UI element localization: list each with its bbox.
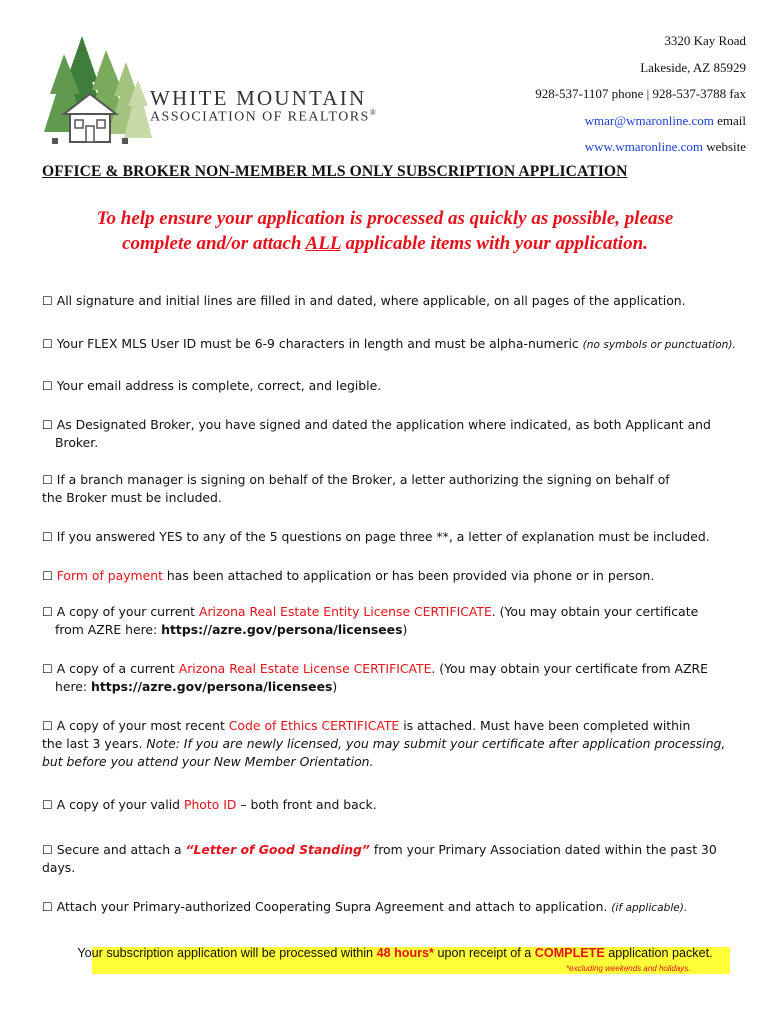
processing-time-notice: Your subscription application will be processed within 48 hours* upon receipt of a COMPLETE application packet. [77, 946, 713, 960]
checklist-item-signatures: ☐ All signature and initial lines are filled in and dated, where applicable, on all pages of the application. [42, 293, 686, 308]
document-title: OFFICE & BROKER NON-MEMBER MLS ONLY SUBSCRIPTION APPLICATION [42, 163, 628, 180]
website-link[interactable]: www.wmaronline.com [584, 139, 704, 154]
contact-info [535, 28, 746, 161]
pine-trees-house-icon [42, 34, 162, 146]
checklist-item-explanation-letter: ☐ If you answered YES to any of the 5 questions on page three **, a letter of explanation must be included. [42, 529, 710, 544]
checkbox-icon[interactable]: ☐ [42, 530, 53, 544]
email-link[interactable]: wmar@wmaronline.com [584, 112, 714, 128]
checklist-item-designated-broker: ☐ As Designated Broker, you have signed and dated the application where indicated, as both Applicant and Broker. [42, 417, 711, 450]
checkbox-icon[interactable]: ☐ [42, 605, 53, 619]
checkbox-icon[interactable]: ☐ [42, 662, 53, 676]
email-line: wmar@wmaronline.com email [584, 112, 746, 128]
checklist-item-branch-manager: ☐ If a branch manager is signing on behalf of the Broker, a letter authorizing the signing on behalf of the Broker must be included. [42, 472, 670, 505]
checklist-item-payment: ☐ Form of payment has been attached to application or has been provided via phone or in person. [42, 568, 655, 583]
checkbox-icon[interactable]: ☐ [42, 337, 53, 351]
processing-notice: To help ensure your application is processed as quickly as possible, please complete and/or attach ALL applicable items with your application. [96, 208, 674, 254]
phone-fax: 928-537-1107 phone | 928-537-3788 fax [535, 86, 746, 101]
footer-footnote: *excluding weekends and holidays. [566, 964, 691, 973]
checkbox-icon[interactable]: ☐ [42, 379, 53, 393]
checkbox-icon[interactable]: ☐ [42, 719, 53, 733]
azre-link[interactable]: https://azre.gov/persona/licensees [161, 622, 403, 637]
checklist-item-supra-agreement: ☐ Attach your Primary-authorized Cooperating Supra Agreement and attach to application. (if applicable). [42, 899, 688, 914]
logo-name: WHITE MOUNTAIN [150, 86, 367, 110]
checkbox-icon[interactable]: ☐ [42, 418, 53, 432]
address-line-2: Lakeside, AZ 85929 [640, 59, 746, 75]
address-line-1: 3320 Kay Road [664, 33, 746, 48]
checkbox-icon[interactable]: ☐ [42, 798, 53, 812]
checklist-item-good-standing: ☐ Secure and attach a “Letter of Good Standing” from your Primary Association dated within the past 30 days. [42, 842, 717, 875]
checkbox-icon[interactable]: ☐ [42, 569, 53, 583]
checkbox-icon[interactable]: ☐ [42, 294, 53, 308]
checklist-item-entity-license: ☐ A copy of your current Arizona Real Estate Entity License CERTIFICATE. (You may obtain your certificate from AZRE here: https://azre.gov/persona/licensees) [42, 604, 699, 637]
checklist-item-code-of-ethics: ☐ A copy of your most recent Code of Ethics CERTIFICATE is attached. Must have been completed within the last 3 years. Note: If you are newly licensed, you may submit your certificate after application processing, but before you attend your New Member Orientation. [42, 718, 726, 769]
website-line: www.wmaronline.com website [584, 139, 746, 154]
checklist-item-user-id: ☐ Your FLEX MLS User ID must be 6-9 characters in length and must be alpha-numeric (no symbols or punctuation). [42, 336, 736, 351]
checkbox-icon[interactable]: ☐ [42, 900, 53, 914]
checklist-item-photo-id: ☐ A copy of your valid Photo ID – both front and back. [42, 797, 377, 812]
checkbox-icon[interactable]: ☐ [42, 843, 53, 857]
logo-subname: ASSOCIATION OF REALTORS® [150, 108, 378, 125]
checklist-item-email: ☐ Your email address is complete, correct, and legible. [42, 378, 382, 393]
azre-link[interactable]: https://azre.gov/persona/licensees [91, 679, 333, 694]
checklist-item-license: ☐ A copy of a current Arizona Real Estate License CERTIFICATE. (You may obtain your certificate from AZRE here: https://azre.gov/persona/licensees) [42, 661, 708, 694]
checkbox-icon[interactable]: ☐ [42, 473, 53, 487]
